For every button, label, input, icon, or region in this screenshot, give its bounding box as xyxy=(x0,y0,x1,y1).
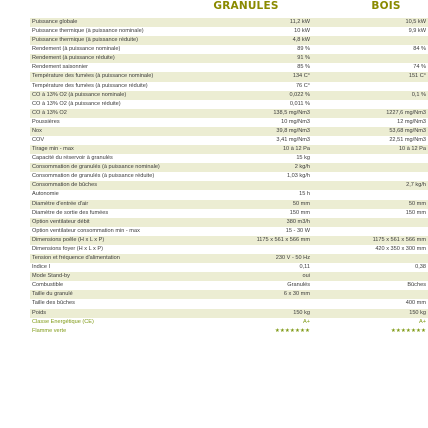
table-row xyxy=(30,281,428,290)
table-row xyxy=(30,27,428,36)
table-row xyxy=(30,200,428,209)
row-label: Dimensions poêle (H x L x P) xyxy=(32,236,105,243)
bois-value: Bûches xyxy=(407,282,426,289)
table-row xyxy=(30,63,428,72)
row-label: Puissance thermique (à puissance nominale) xyxy=(32,28,144,35)
granules-value: 50 mm xyxy=(292,200,310,207)
row-label: Tension et fréquence d'alimentation xyxy=(32,255,120,262)
granules-value: 138,5 mg/Nm3 xyxy=(273,109,310,116)
table-row xyxy=(30,272,428,281)
table-row xyxy=(30,45,428,54)
table-row xyxy=(30,181,428,190)
table-row xyxy=(30,309,428,318)
bois-value: 10 à 12 Pa xyxy=(398,146,426,153)
column-header-granules: GRANULES xyxy=(213,0,279,12)
table-row xyxy=(30,118,428,127)
row-label: Température des fumées (à puissance nominale) xyxy=(32,73,154,80)
bois-value: 53,68 mg/Nm3 xyxy=(389,127,426,134)
granules-value: 134 C° xyxy=(292,73,310,80)
granules-value: 89 % xyxy=(297,46,310,53)
bois-value: 1175 x 561 x 566 mm xyxy=(372,236,426,243)
row-label: Tirage min - max xyxy=(32,146,74,153)
table-row xyxy=(30,299,428,308)
table-row xyxy=(30,218,428,227)
granules-value: 3,41 mg/Nm3 xyxy=(276,137,310,144)
table-row xyxy=(30,163,428,172)
bois-value: 12 mg/Nm3 xyxy=(397,118,426,125)
granules-value: 150 mm xyxy=(289,209,310,216)
row-label: Taille des bûches xyxy=(32,300,75,307)
row-label: Puissance globale xyxy=(32,19,78,25)
granules-value: 85 % xyxy=(297,64,310,71)
table-row xyxy=(30,145,428,154)
granules-value: 10 mg/Nm3 xyxy=(281,118,310,125)
row-label: Autonomie xyxy=(32,191,59,198)
spec-table xyxy=(30,18,428,336)
table-row xyxy=(30,109,428,118)
granules-value: 1,03 kg/h xyxy=(286,173,310,180)
row-label: Rendement saisonnier xyxy=(32,64,88,71)
table-row xyxy=(30,263,428,272)
row-label: Dimensions foyer (H x L x P) xyxy=(32,245,103,252)
row-label: Option ventilateur consommation min - max xyxy=(32,227,140,234)
table-row xyxy=(30,36,428,45)
row-label: Classe Energétique (CE) xyxy=(32,318,94,325)
row-label: Température des fumées (à puissance réduite) xyxy=(32,82,148,89)
granules-value: 76 C° xyxy=(295,82,310,89)
granules-value: 15 h xyxy=(299,191,310,198)
granules-value: 4,8 kW xyxy=(292,37,310,44)
table-row xyxy=(30,254,428,263)
granules-value: 2 kg/h xyxy=(294,164,310,171)
granules-value: 230 V - 50 Hz xyxy=(275,255,310,262)
row-label: CO à 13% O2 xyxy=(32,109,67,116)
bois-value: 50 mm xyxy=(408,200,426,207)
bois-value: 9,9 kW xyxy=(408,28,426,35)
bois-value: 22,51 mg/Nm3 xyxy=(389,137,426,144)
bois-value: 0,1 % xyxy=(411,91,426,98)
bois-value: A+ xyxy=(419,318,426,325)
table-row xyxy=(30,318,428,327)
row-label: CO à 13% O2 (à puissance nominale) xyxy=(32,91,127,98)
granules-value: 11,2 kW xyxy=(289,19,310,25)
row-label: Consommation de granulés (à puissance nominale) xyxy=(32,164,160,171)
granules-value: 6 x 30 mm xyxy=(283,291,310,298)
bois-value: 151 C° xyxy=(408,73,426,80)
bois-value: 74 % xyxy=(413,64,426,71)
table-row xyxy=(30,54,428,63)
table-row xyxy=(30,172,428,181)
table-row xyxy=(30,72,428,81)
row-label: CO à 13% O2 (à puissance réduite) xyxy=(32,100,121,107)
granules-value: 0,022 % xyxy=(289,91,310,98)
granules-value: A+ xyxy=(303,318,310,325)
table-row xyxy=(30,91,428,100)
table-row xyxy=(30,245,428,254)
bois-value: 84 % xyxy=(413,46,426,53)
row-label: Diamètre de sortie des fumées xyxy=(32,209,109,216)
row-label: COV xyxy=(32,137,45,144)
granules-value: 10 à 12 Pa xyxy=(282,146,310,153)
table-row xyxy=(30,154,428,163)
table-row xyxy=(30,82,428,91)
row-label: Mode Stand-by xyxy=(32,273,70,280)
row-label: Indice I xyxy=(32,264,51,271)
row-label: Taille du granulé xyxy=(32,291,73,298)
row-label: Consommation de bûches xyxy=(32,182,97,189)
table-row xyxy=(30,227,428,236)
table-row xyxy=(30,127,428,136)
row-label: Nox xyxy=(32,127,42,134)
table-row xyxy=(30,327,428,336)
table-row xyxy=(30,136,428,145)
row-label: Combustible xyxy=(32,282,64,289)
row-label: Capacité du réservoir à granulés xyxy=(32,155,113,162)
granules-value: 10 kW xyxy=(294,28,310,35)
bois-value: 0,38 xyxy=(415,264,426,271)
granules-value: 150 kg xyxy=(293,309,310,316)
table-row xyxy=(30,190,428,199)
granules-value: 15 kg xyxy=(296,155,310,162)
bois-value: 2,7 kg/h xyxy=(406,182,426,189)
row-label: Consommation de granulés (à puissance réduite) xyxy=(32,173,155,180)
granules-value: Granulés xyxy=(287,282,310,289)
bois-value: 400 mm xyxy=(405,300,426,307)
granules-value: 1175 x 561 x 566 mm xyxy=(256,236,310,243)
bois-value: 420 x 350 x 300 mm xyxy=(375,245,426,252)
granules-value: 15 - 30 W xyxy=(285,227,310,234)
table-row xyxy=(30,290,428,299)
row-label: Diamètre d'entrée d'air xyxy=(32,200,89,207)
granules-value: 91 % xyxy=(297,55,310,62)
table-row xyxy=(30,18,428,27)
granules-value: 39,8 mg/Nm3 xyxy=(276,127,310,134)
row-label: Rendement (à puissance réduite) xyxy=(32,55,115,62)
row-label: Flamme verte xyxy=(32,327,67,334)
bois-value: 150 mm xyxy=(405,209,426,216)
table-row xyxy=(30,100,428,109)
column-header-bois: BOIS xyxy=(371,0,401,12)
granules-value: 0,11 xyxy=(299,264,310,271)
table-row xyxy=(30,209,428,218)
granules-value: oui xyxy=(302,273,310,280)
row-label: Puissance thermique (à puissance réduite) xyxy=(32,37,139,44)
bois-value: ★★★★★★★ xyxy=(390,327,426,334)
row-label: Poids xyxy=(32,309,46,316)
granules-value: ★★★★★★★ xyxy=(274,327,310,334)
bois-value: 1227,6 mg/Nm3 xyxy=(386,109,426,116)
row-label: Rendement (à puissance nominale) xyxy=(32,46,121,53)
granules-value: 0,011 % xyxy=(289,100,310,107)
bois-value: 10,5 kW xyxy=(405,19,426,25)
granules-value: 380 m3/h xyxy=(286,218,310,225)
table-row xyxy=(30,236,428,245)
row-label: Option ventilateur débit xyxy=(32,218,90,225)
row-label: Poussières xyxy=(32,118,60,125)
bois-value: 150 kg xyxy=(409,309,426,316)
